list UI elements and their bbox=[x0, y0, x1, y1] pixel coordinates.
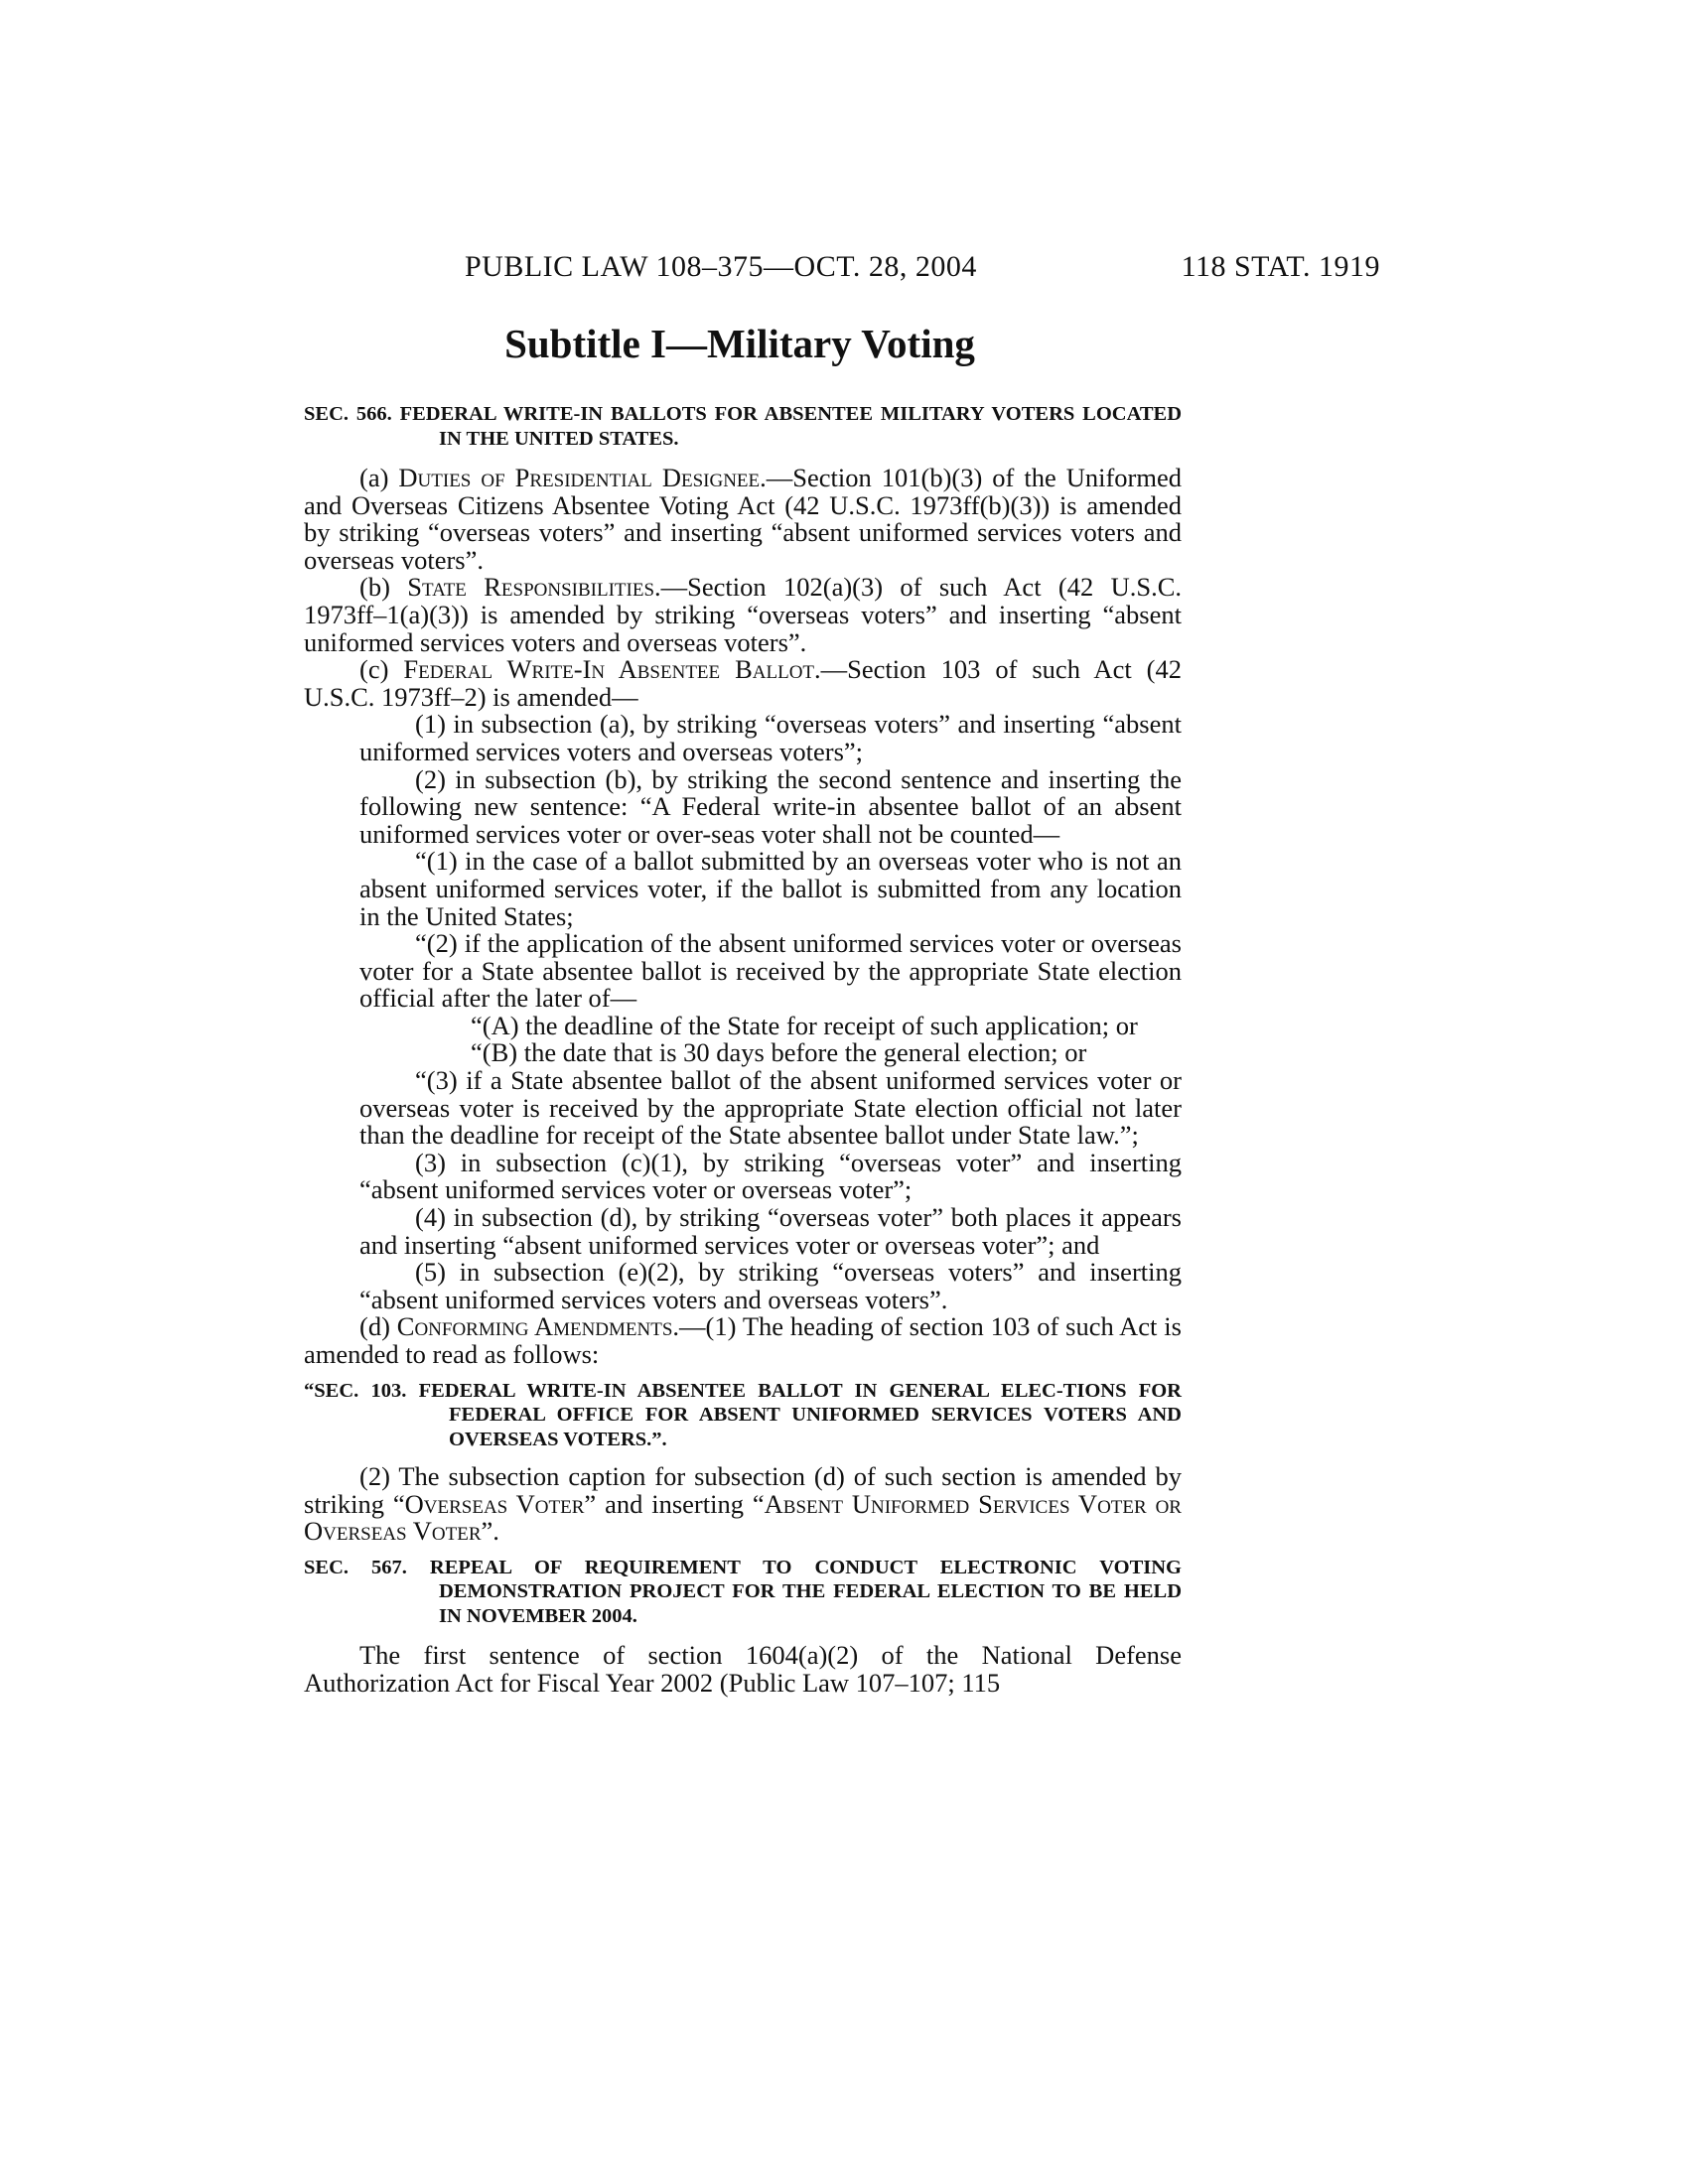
subsection-a: (a) Duties of Presidential Designee.—Section 101(b)(3) of the Uniformed and Overseas Citizens Absentee Voting Act (42 U.S.C. 1973ff(b)(3)) is amended by striking “overseas voters” and inserting “absent uniformed services voters and overseas voters”. bbox=[304, 463, 1183, 575]
quoted-paragraph-3: “(3) if a State absentee ballot of the absent uniformed services voter or overseas voter is received by the appropriate State election official not later than the deadline for receipt of the State absentee ballot under State law.”; bbox=[359, 1065, 1182, 1151]
law-citation: PUBLIC LAW 108–375—OCT. 28, 2004 bbox=[465, 250, 977, 283]
paragraph-c4: (4) in subsection (d), by striking “overseas voter” both places it appears and inserting “absent uniformed services voter or overseas voter”; and bbox=[359, 1202, 1182, 1260]
quoted-subparagraph-a: “(A) the deadline of the State for receipt of such application; or bbox=[471, 1010, 1138, 1040]
paragraph-c3: (3) in subsection (c)(1), by striking “overseas voter” and inserting “absent uniformed services voter or overseas voter”; bbox=[359, 1147, 1182, 1205]
subsection-b-caption: State Responsibilities bbox=[407, 572, 655, 603]
subsection-c: (c) Federal Write-In Absentee Ballot.—Section 103 of such Act (42 U.S.C. 1973ff–2) is amended— bbox=[304, 654, 1182, 712]
paragraph-c2: (2) in subsection (b), by striking the second sentence and inserting the following new sentence: “A Federal write-in absentee ballot of an absent uniformed services voter or over-seas voter shall not be counted— bbox=[359, 763, 1182, 849]
subsection-d: (d) Conforming Amendments.—(1) The heading of section 103 of such Act is amended to read as follows: bbox=[304, 1311, 1182, 1369]
subtitle-heading: Subtitle I—Military Voting bbox=[504, 321, 975, 366]
quoted-subparagraph-b: “(B) the date that is 30 days before the general election; or bbox=[471, 1037, 1087, 1068]
paragraph-c5: (5) in subsection (e)(2), by striking “overseas voters” and inserting “absent uniformed services voters and overseas voters”. bbox=[359, 1257, 1182, 1314]
quoted-paragraph-1: “(1) in the case of a ballot submitted by an overseas voter who is not an absent uniformed services voter, if the ballot is submitted from any location in the United States; bbox=[359, 846, 1182, 931]
amended-section-103-heading: “SEC. 103. FEDERAL WRITE-IN ABSENTEE BALLOT IN GENERAL ELEC-TIONS FOR FEDERAL OFFICE FOR ABSENT UNIFORMED SERVICES VOTERS AND OVERSEAS VOTERS.”. bbox=[304, 1379, 1182, 1450]
section-567-heading: SEC. 567. REPEAL OF REQUIREMENT TO CONDUCT ELECTRONIC VOTING DEMONSTRATION PROJECT FOR THE FEDERAL ELECTION TO BE HELD IN NOVEMBER 2004. bbox=[304, 1556, 1182, 1627]
statute-page-number: 118 STAT. 1919 bbox=[1181, 250, 1380, 283]
section-567-text: The first sentence of section 1604(a)(2) of the National Defense Authorization Act for Fiscal Year 2002 (Public Law 107–107; 115 bbox=[304, 1640, 1182, 1698]
subsection-d-paragraph-2: (2) The subsection caption for subsection (d) of such section is amended by striking “Overseas Voter” and inserting “Absent Uniformed Services Voter or Overseas Voter”. bbox=[304, 1461, 1182, 1547]
subsection-b: (b) State Responsibilities.—Section 102(a)(3) of such Act (42 U.S.C. 1973ff–1(a)(3)) is amended by striking “overseas voters” and inserting “absent uniformed services voters and overseas voters”. bbox=[304, 572, 1182, 657]
subsection-a-caption: Duties of Presidential Designee bbox=[398, 463, 761, 492]
quoted-paragraph-2: “(2) if the application of the absent uniformed services voter or overseas voter for a State absentee ballot is received by the appropriate State election official after the later of— bbox=[359, 928, 1182, 1014]
paragraph-c1: (1) in subsection (a), by striking “overseas voters” and inserting “absent uniformed services voters and overseas voters”; bbox=[359, 709, 1182, 766]
section-566-heading: SEC. 566. FEDERAL WRITE-IN BALLOTS FOR ABSENTEE MILITARY VOTERS LOCATED IN THE UNITED STATES. bbox=[304, 403, 1182, 450]
subsection-d-caption: Conforming Amendments bbox=[396, 1311, 673, 1342]
section-566 bbox=[304, 402, 1182, 1698]
subsection-c-caption: Federal Write-In Absentee Ballot bbox=[403, 654, 815, 685]
running-header bbox=[298, 250, 1380, 290]
